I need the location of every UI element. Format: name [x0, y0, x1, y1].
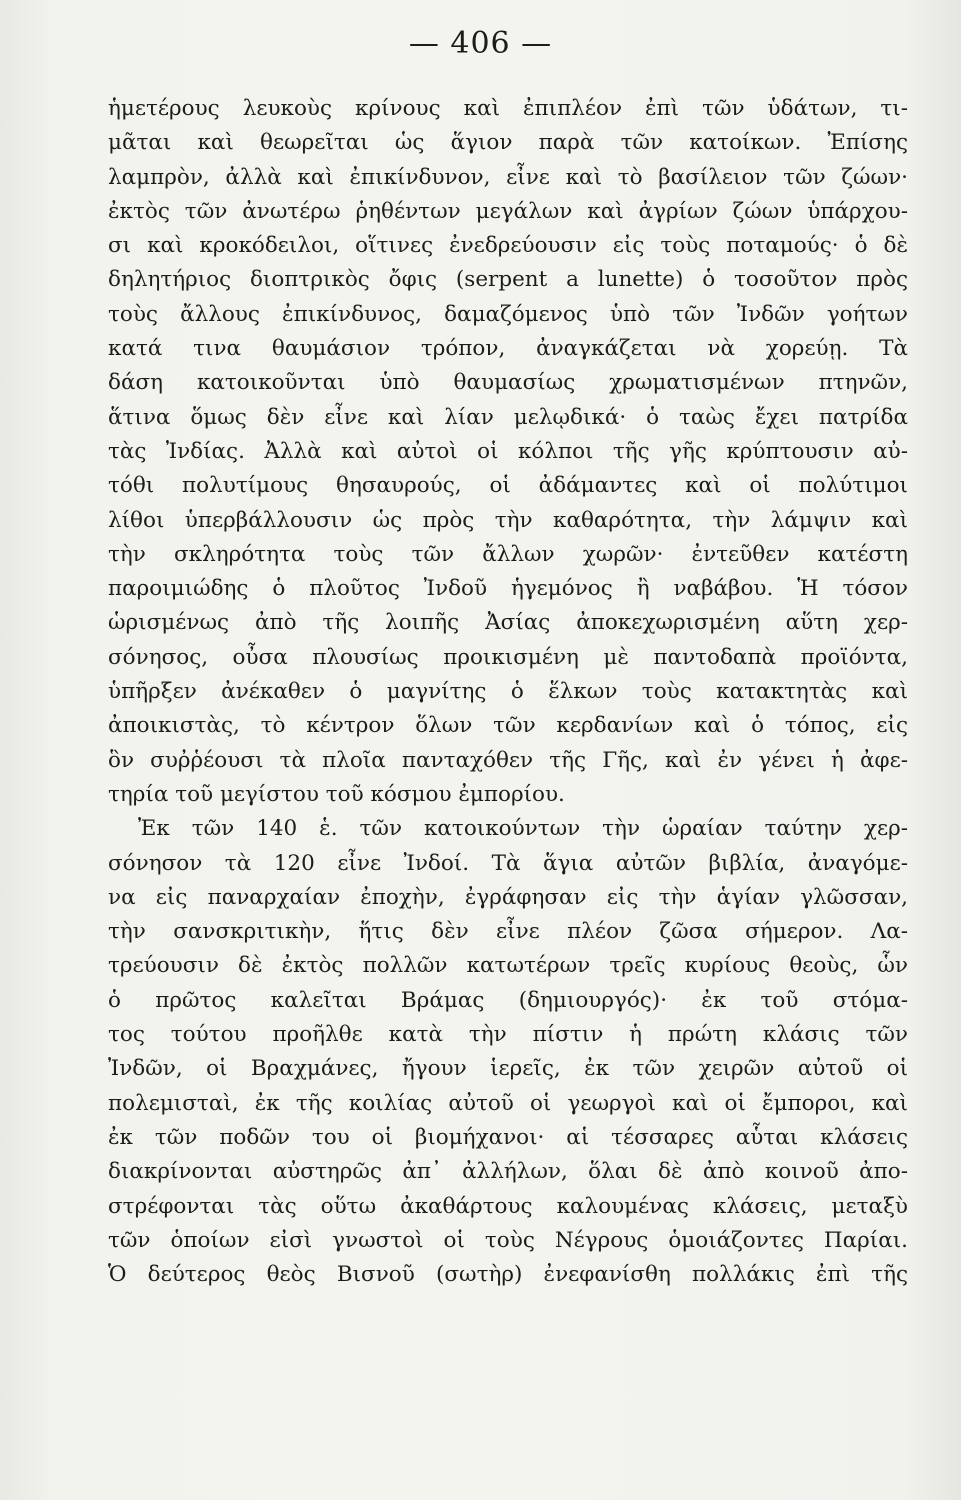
text-line: ἅτινα ὅμως δὲν εἶνε καὶ λίαν μελῳδικά· ὁ ταὼς ἔχει πατρίδα: [108, 404, 908, 430]
text-line: ἡμετέρους λευκοὺς κρίνους καὶ ἐπιπλέον ἐπὶ τῶν ὑδάτων, τι-: [108, 96, 908, 121]
text-line: ὃν συῤῥέουσι τὰ πλοῖα πανταχόθεν τῆς Γῆς, καὶ ἐν γένει ἡ ἀφε-: [108, 747, 908, 773]
text-line: ἀποικιστὰς, τὸ κέντρον ὅλων τῶν κερδανίων καὶ ὁ τόπος, εἰς: [108, 713, 908, 739]
text-line: τρεύουσιν δὲ ἐκτὸς πολλῶν κατωτέρων τρεῖς κυρίους θεοὺς, ὧν: [108, 953, 908, 979]
text-line: σόνησον τὰ 120 εἶνε Ἰνδοί. Τὰ ἅγια αὐτῶν βιβλία, ἀναγόμε-: [108, 850, 908, 876]
text-line: τος τούτου προῆλθε κατὰ τὴν πίστιν ἡ πρώτη κλάσις τῶν: [108, 1022, 908, 1048]
text-line: ἐκ τῶν ποδῶν του οἱ βιομήχανοι· αἱ τέσσαρες αὗται κλάσεις: [108, 1124, 908, 1150]
text-line: να εἰς παναρχαίαν ἐποχὴν, ἐγράφησαν εἰς τὴν ἁγίαν γλῶσσαν,: [108, 884, 908, 910]
text-line: Ὁ δεύτερος θεὸς Βισνοῦ (σωτὴρ) ἐνεφανίσθη πολλάκις ἐπὶ τῆς: [108, 1262, 908, 1288]
text-line: ἐκτὸς τῶν ἀνωτέρω ῥηθέντων μεγάλων καὶ ἀγρίων ζώων ὑπάρχου-: [108, 198, 908, 224]
page-number-header: — 406 —: [408, 26, 553, 61]
text-line: τόθι πολυτίμους θησαυρούς, οἱ ἀδάμαντες καὶ οἱ πολύτιμοι: [108, 473, 908, 499]
text-line: μᾶται καὶ θεωρεῖται ὡς ἅγιον παρὰ τῶν κατοίκων. Ἐπίσης: [108, 130, 908, 156]
text-line: δάση κατοικοῦνται ὑπὸ θαυμασίως χρωματισμένων πτηνῶν,: [108, 370, 908, 396]
text-line: τὴν σανσκριτικὴν, ἥτις δὲν εἶνε πλέον ζῶσα σήμερον. Λα-: [108, 919, 908, 945]
paragraph-end-line: τηρία τοῦ μεγίστου τοῦ κόσμου ἐμπορίου.: [108, 781, 565, 807]
text-line: πολεμισταὶ, ἐκ τῆς κοιλίας αὐτοῦ οἱ γεωργοὶ καὶ οἱ ἔμποροι, καὶ: [108, 1090, 908, 1116]
text-line: κατά τινα θαυμάσιον τρόπον, ἀναγκάζεται νὰ χορεύῃ. Τὰ: [108, 336, 908, 362]
text-line: σι καὶ κροκόδειλοι, οἵτινες ἐνεδρεύουσιν εἰς τοὺς ποταμούς· ὁ δὲ: [108, 233, 908, 259]
paragraph-start-line: Ἐκ τῶν 140 ἑ. τῶν κατοικούντων τὴν ὡραίαν ταύτην χερ-: [138, 816, 908, 842]
text-line: λίθοι ὑπερβάλλουσιν ὡς πρὸς τὴν καθαρότητα, τὴν λάμψιν καὶ: [108, 507, 908, 533]
text-line: ὡρισμένως ἀπὸ τῆς λοιπῆς Ἀσίας ἀποκεχωρισμένη αὕτη χερ-: [108, 610, 908, 636]
text-line: τῶν ὁποίων εἰσὶ γνωστοὶ οἱ τοὺς Νέγρους ὁμοιάζοντες Παρίαι.: [108, 1227, 908, 1253]
text-line: ὁ πρῶτος καλεῖται Βράμας (δημιουργός)· ἐκ τοῦ στόμα-: [108, 987, 908, 1013]
text-line: σόνησος, οὖσα πλουσίως προικισμένη μὲ παντοδαπὰ προϊόντα,: [108, 644, 908, 670]
text-line: τοὺς ἄλλους ἐπικίνδυνος, δαμαζόμενος ὑπὸ τῶν Ἰνδῶν γοήτων: [108, 301, 908, 327]
text-line: Ἰνδῶν, οἱ Βραχμάνες, ἤγουν ἱερεῖς, ἐκ τῶν χειρῶν αὐτοῦ οἱ: [108, 1056, 908, 1082]
text-line: διακρίνονται αὐστηρῶς ἀπ᾽ ἀλλήλων, ὅλαι δὲ ἀπὸ κοινοῦ ἀπο-: [108, 1159, 908, 1185]
body-text: [108, 92, 908, 1292]
text-line: λαμπρὸν, ἀλλὰ καὶ ἐπικίνδυνον, εἶνε καὶ τὸ βασίλειον τῶν ζώων·: [108, 164, 908, 190]
text-line: ὑπῆρξεν ἀνέκαθεν ὁ μαγνίτης ὁ ἕλκων τοὺς κατακτητὰς καὶ: [108, 679, 908, 705]
text-line: παροιμιώδης ὁ πλοῦτος Ἰνδοῦ ἡγεμόνος ἢ ναβάβου. Ἡ τόσον: [108, 576, 908, 602]
text-line: στρέφονται τὰς οὕτω ἀκαθάρτους καλουμένας κλάσεις, μεταξὺ: [108, 1193, 908, 1219]
text-line: δηλητήριος διοπτρικὸς ὄφις (serpent a lunette) ὁ τοσοῦτον πρὸς: [108, 267, 908, 293]
text-line: τὰς Ἰνδίας. Ἀλλὰ καὶ αὐτοὶ οἱ κόλποι τῆς γῆς κρύπτουσιν αὐ-: [108, 438, 908, 464]
text-line: τὴν σκληρότητα τοὺς τῶν ἄλλων χωρῶν· ἐντεῦθεν κατέστη: [108, 541, 908, 567]
